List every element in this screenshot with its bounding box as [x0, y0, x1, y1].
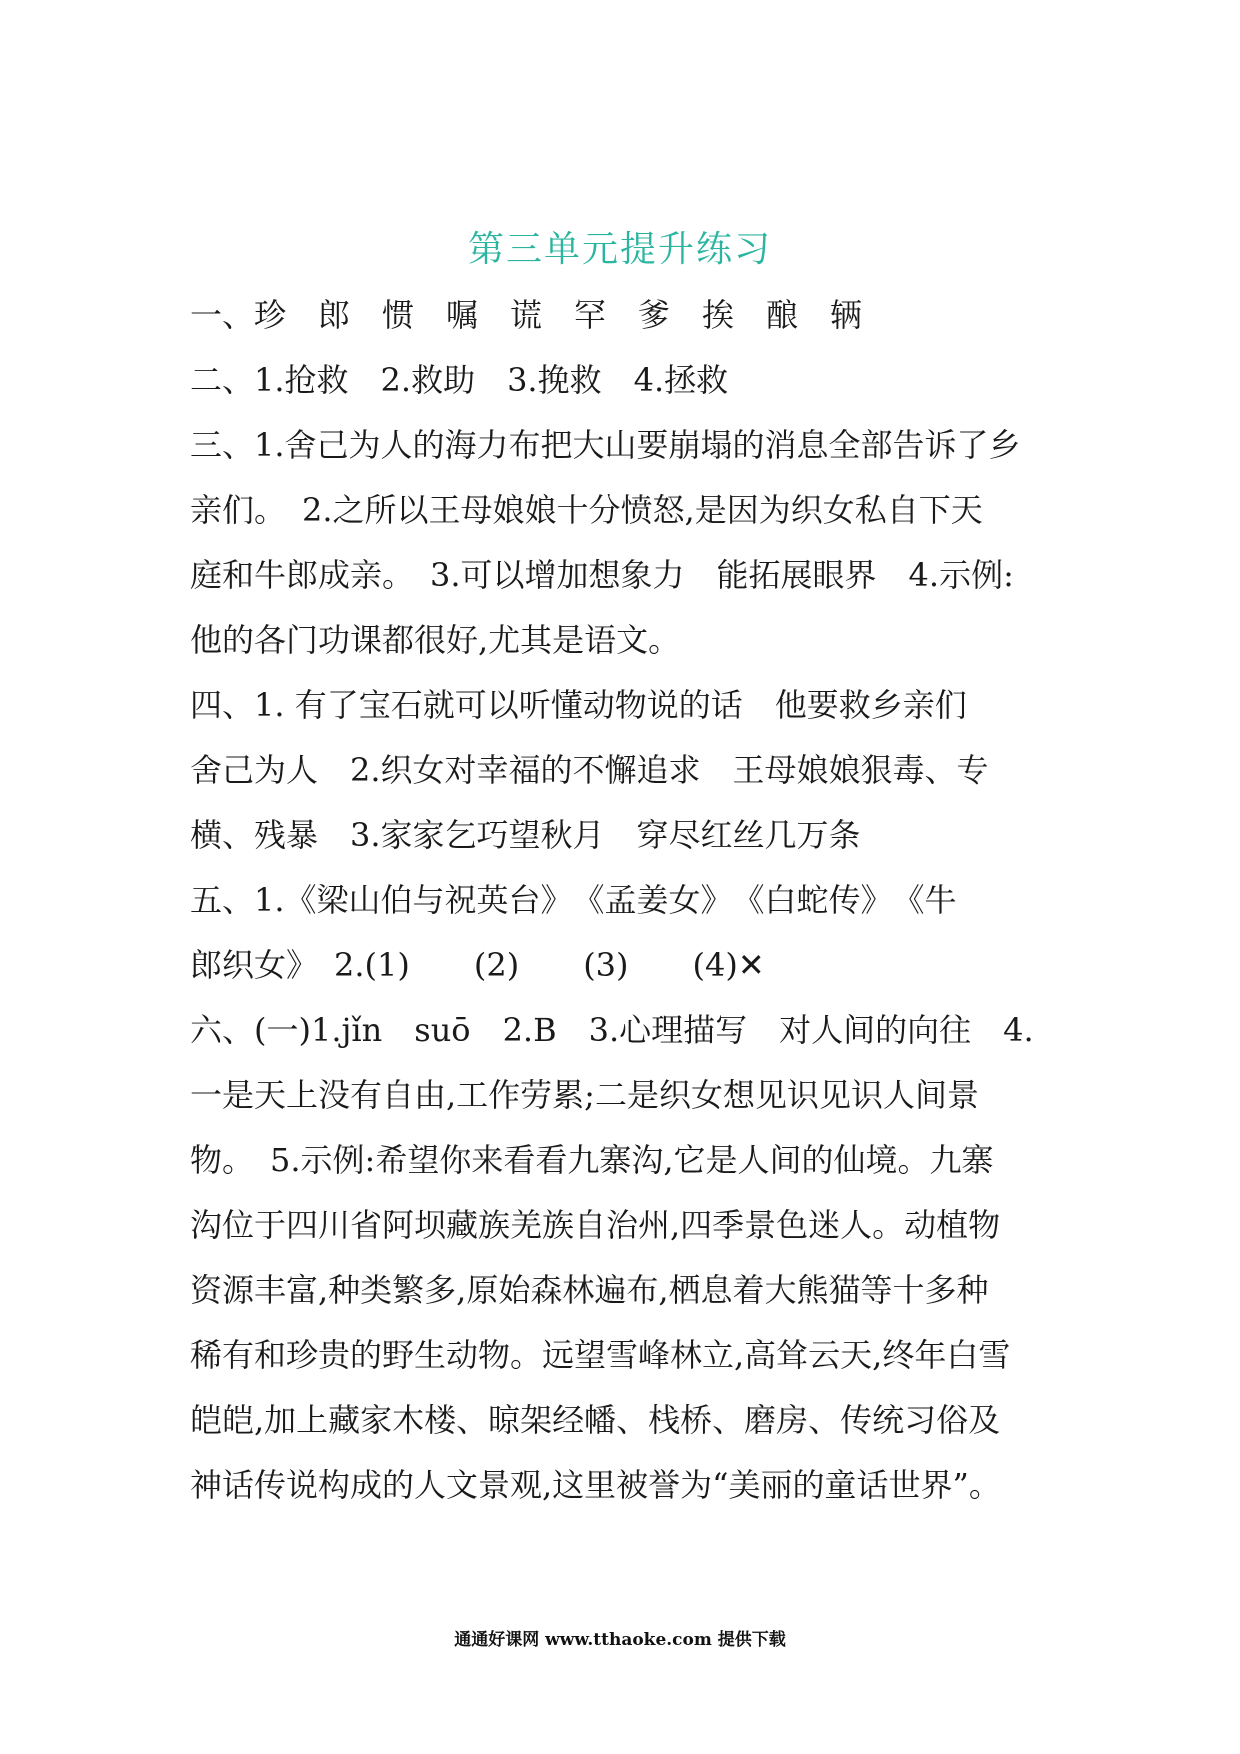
footer-credit: 通通好课网 www.tthaoke.com 提供下载: [454, 1630, 786, 1650]
answer-line-19: 神话传说构成的人文景观,这里被誉为“美丽的童话世界”。: [190, 1466, 1001, 1504]
answer-line-14: 物。 5.示例:希望你来看看九寨沟,它是人间的仙境。九寨: [190, 1141, 994, 1179]
answer-line-6: 他的各门功课都很好,尤其是语文。: [190, 621, 681, 659]
answer-line-13: 一是天上没有自由,工作劳累;二是织女想见识见识人间景: [190, 1076, 979, 1114]
answer-line-8: 舍己为人 2.织女对幸福的不懈追求 王母娘娘狠毒、专: [190, 751, 989, 789]
answer-line-4: 亲们。 2.之所以王母娘娘十分愤怒,是因为织女私自下天: [190, 491, 983, 529]
answer-line-18: 皑皑,加上藏家木楼、晾架经幡、栈桥、磨房、传统习俗及: [190, 1401, 1001, 1439]
answer-line-3: 三、1.舍己为人的海力布把大山要崩塌的消息全部告诉了乡: [190, 426, 1021, 464]
answer-line-17: 稀有和珍贵的野生动物。远望雪峰林立,高耸云天,终年白雪: [190, 1336, 1011, 1374]
answer-line-5: 庭和牛郎成亲。 3.可以增加想象力 能拓展眼界 4.示例:: [190, 556, 1014, 594]
answer-line-1: 一、珍 郎 惯 嘱 谎 罕 爹 挨 酿 辆: [190, 296, 863, 334]
answer-line-9: 横、残暴 3.家家乞巧望秋月 穿尽红丝几万条: [190, 816, 861, 854]
page-title: 第三单元提升练习: [467, 229, 772, 270]
answer-line-10: 五、1.《梁山伯与祝英台》 《孟姜女》 《白蛇传》 《牛: [190, 881, 957, 919]
answer-line-7: 四、1. 有了宝石就可以听懂动物说的话 他要救乡亲们: [190, 686, 967, 724]
answer-line-16: 资源丰富,种类繁多,原始森林遍布,栖息着大熊猫等十多种: [190, 1271, 989, 1309]
answer-line-12: 六、(一)1.jǐn suō 2.B 3.心理描写 对人间的向往 4.: [190, 1011, 1034, 1049]
answer-line-2: 二、1.抢救 2.救助 3.挽救 4.拯救: [190, 361, 729, 399]
answer-line-15: 沟位于四川省阿坝藏族羌族自治州,四季景色迷人。动植物: [190, 1206, 1001, 1244]
answer-line-11: 郎织女》 2.(1) (2) (3) (4)✕: [190, 946, 765, 984]
